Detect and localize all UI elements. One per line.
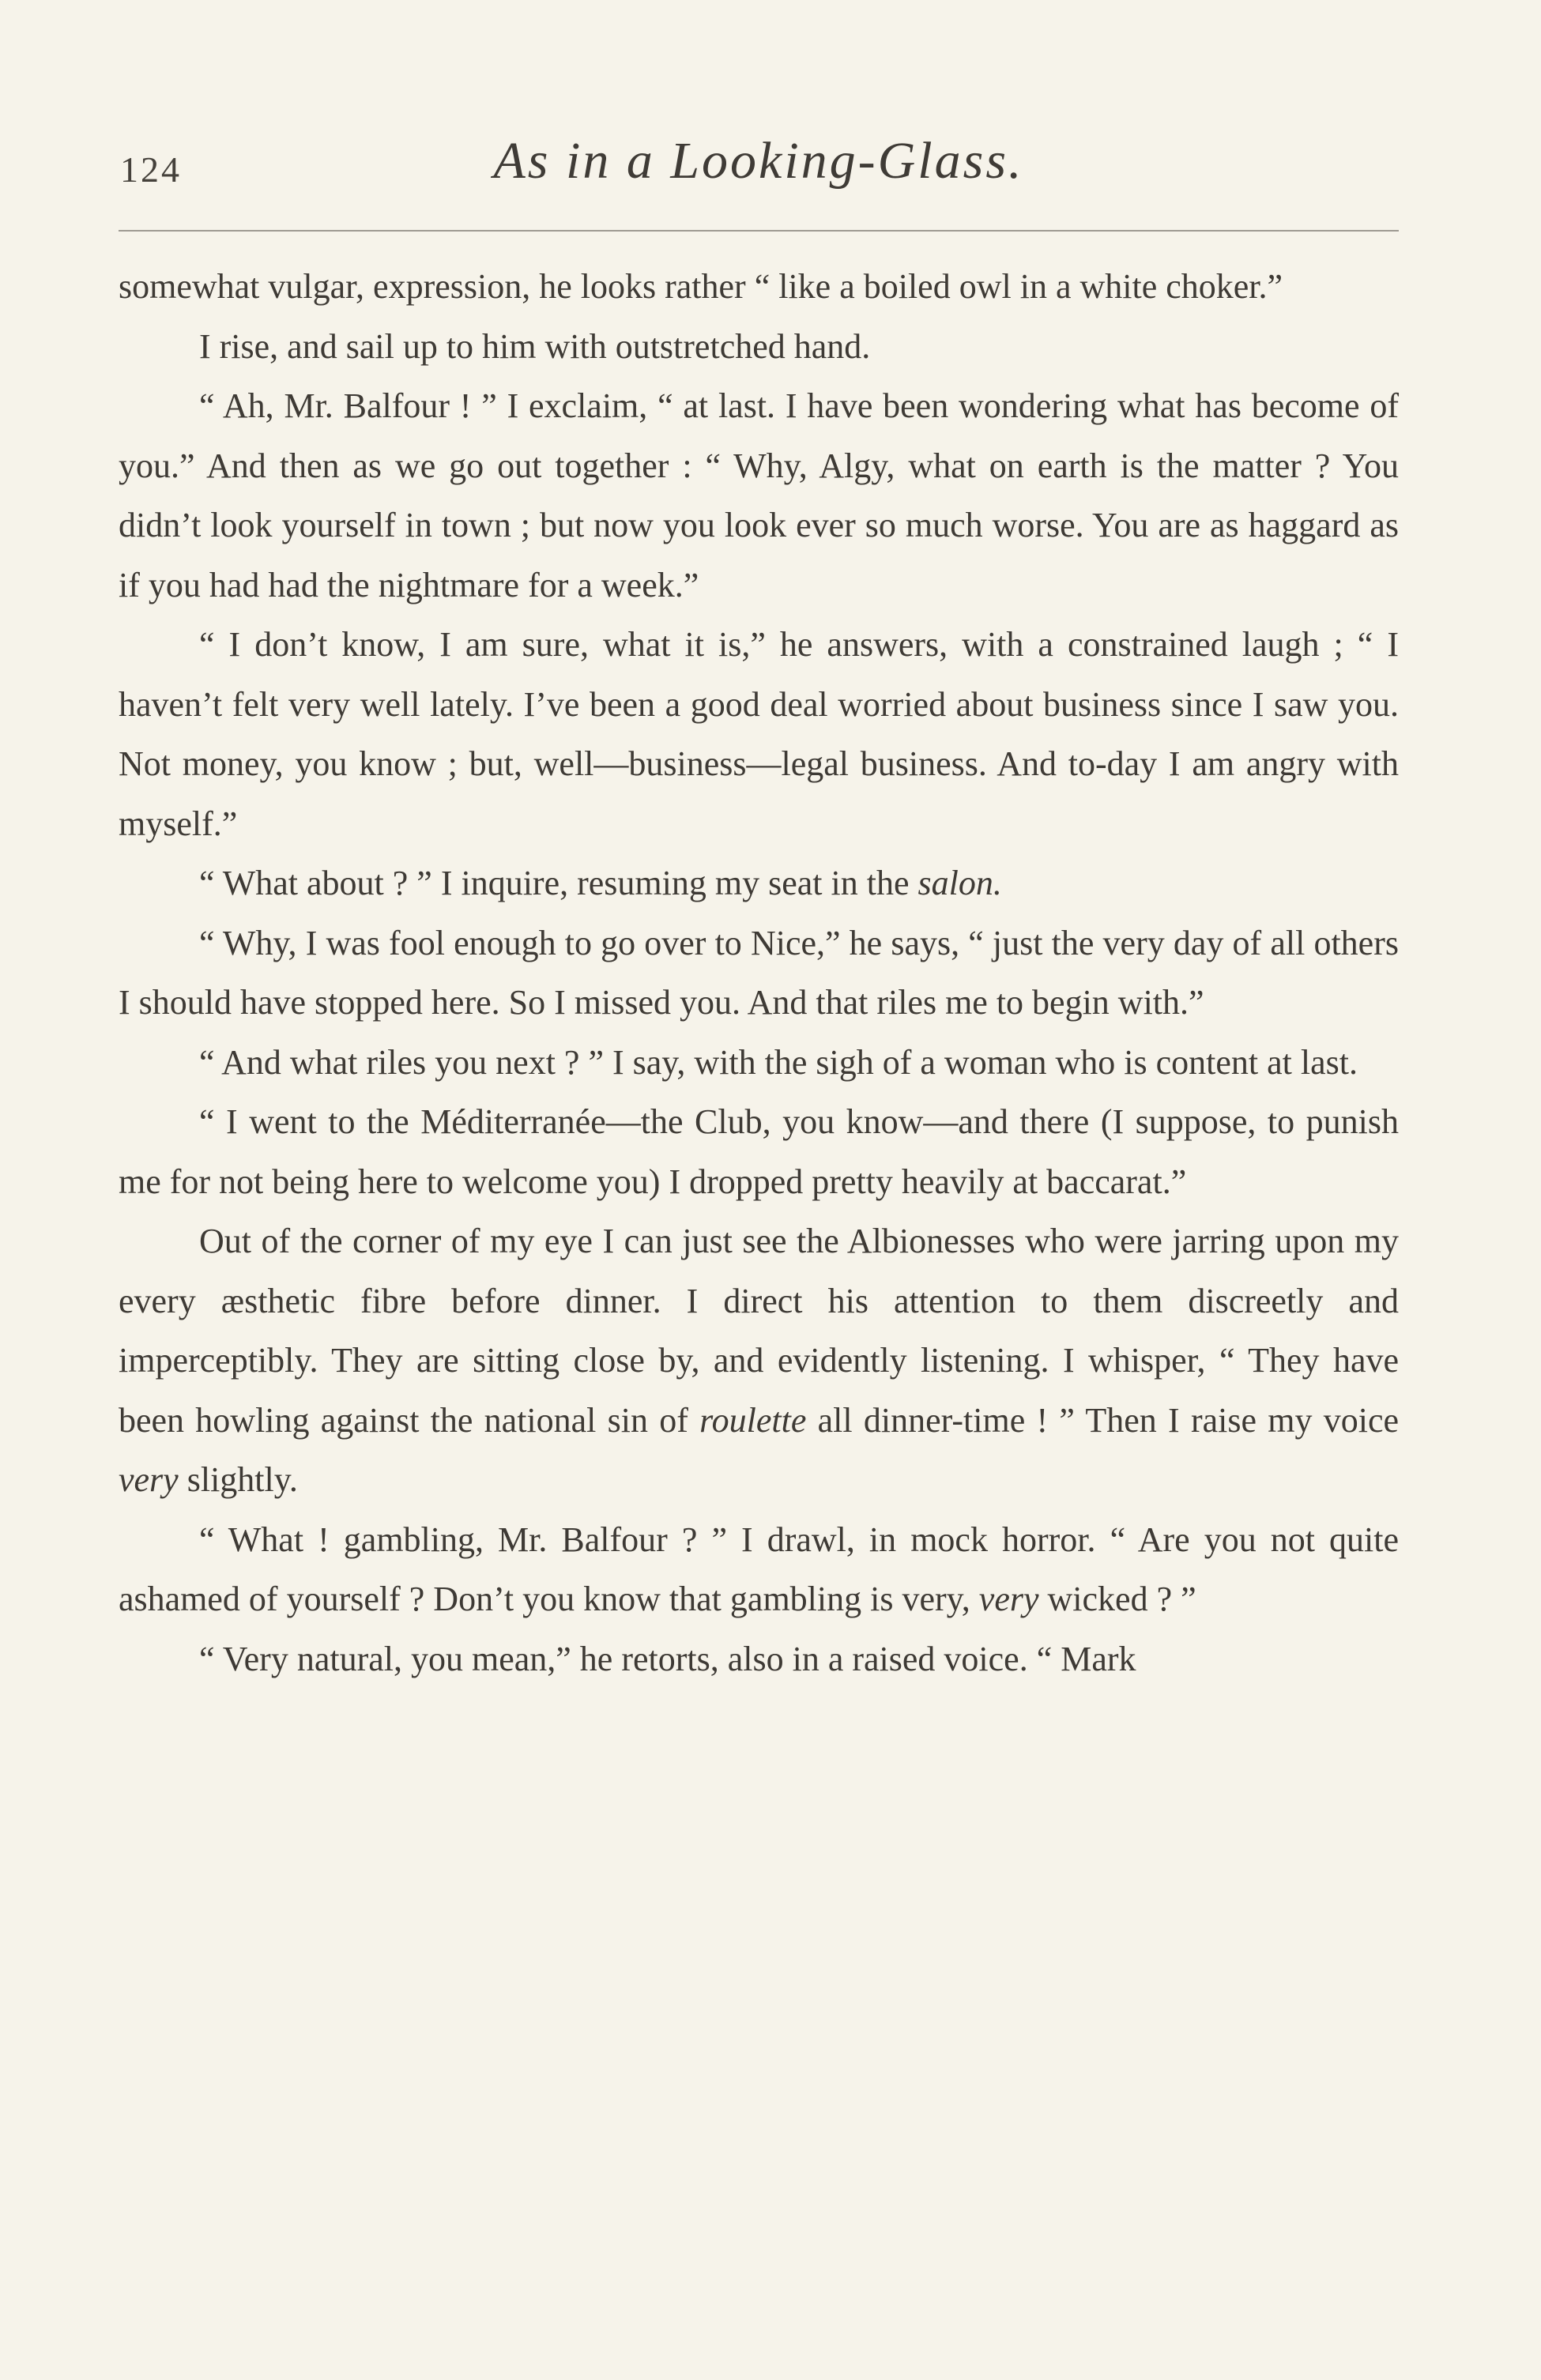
paragraph <box>119 376 1399 615</box>
text-segment: “ What about ? ” I inquire, resuming my seat in the <box>199 864 918 902</box>
text-segment: somewhat vulgar, expression, he looks rather “ like a boiled owl in a white choker.” <box>119 267 1283 306</box>
paragraph <box>119 1033 1399 1093</box>
text-segment: Out of the corner of my eye I can just see the Albionesses who were jarring upon my every æsthetic fibre before dinner. I direct his attention to them discreetly and imperceptibly. They are sitting close by, and evidently listening. I whisper, “ They have been howling against the national sin of <box>119 1222 1399 1440</box>
page-header <box>119 125 1399 220</box>
italic-text: roulette <box>699 1400 807 1440</box>
text-segment: wicked ? ” <box>1038 1580 1196 1618</box>
paragraph <box>119 1092 1399 1211</box>
page-number: 124 <box>120 149 182 190</box>
paragraph <box>119 1211 1399 1510</box>
text-segment: “ And what riles you next ? ” I say, with the sigh of a woman who is content at last. <box>199 1042 1358 1082</box>
text-segment: “ I went to the Méditerranée—the Club, you know—and there (I suppose, to punish me for not being here to welcome you) I dropped pretty heavily at baccarat.” <box>119 1102 1399 1201</box>
header-rule <box>119 230 1399 232</box>
text-segment: all dinner-time ! ” Then I raise my voice <box>806 1400 1400 1440</box>
text-segment: “ Very natural, you mean,” he retorts, also in a raised voice. “ Mark <box>199 1639 1136 1678</box>
text-segment: slightly. <box>178 1460 298 1499</box>
paragraph <box>119 317 1399 377</box>
text-segment: “ What ! gambling, Mr. Balfour ? ” I drawl, in mock horror. “ Are you not quite ashamed of yourself ? Don’t you know that gambling is very, <box>119 1520 1399 1618</box>
text-segment: “ Ah, Mr. Balfour ! ” I exclaim, “ at last. I have been wondering what has become of you.” And then as we go out together : “ Why, Algy, what on earth is the matter ? You didn’t look yourself in town ; but now you look ever so much worse. You are as haggard as if you had had the nightmare for a week.” <box>119 386 1399 604</box>
italic-text: very <box>978 1580 1039 1618</box>
paragraph <box>119 1510 1399 1629</box>
paragraph <box>119 913 1399 1033</box>
body-text <box>119 257 1399 1689</box>
running-title: As in a Looking-Glass. <box>493 132 1024 190</box>
paragraph <box>119 1629 1399 1689</box>
italic-text: salon. <box>917 864 1002 902</box>
paragraph <box>119 257 1399 317</box>
paragraph <box>119 615 1399 853</box>
text-segment: “ I don’t know, I am sure, what it is,” he answers, with a constrained laugh ; “ I haven’t felt very well lately. I’ve been a good deal worried about business since I saw you. Not money, you know ; but, well—business—legal business. And to-day I am angry with myself.” <box>119 625 1399 843</box>
text-segment: “ Why, I was fool enough to go over to Nice,” he says, “ just the very day of all others I should have stopped here. So I missed you. And that riles me to begin with.” <box>119 923 1399 1022</box>
text-segment: I rise, and sail up to him with outstretched hand. <box>199 326 871 366</box>
italic-text: very <box>119 1460 179 1499</box>
paragraph <box>119 853 1399 913</box>
